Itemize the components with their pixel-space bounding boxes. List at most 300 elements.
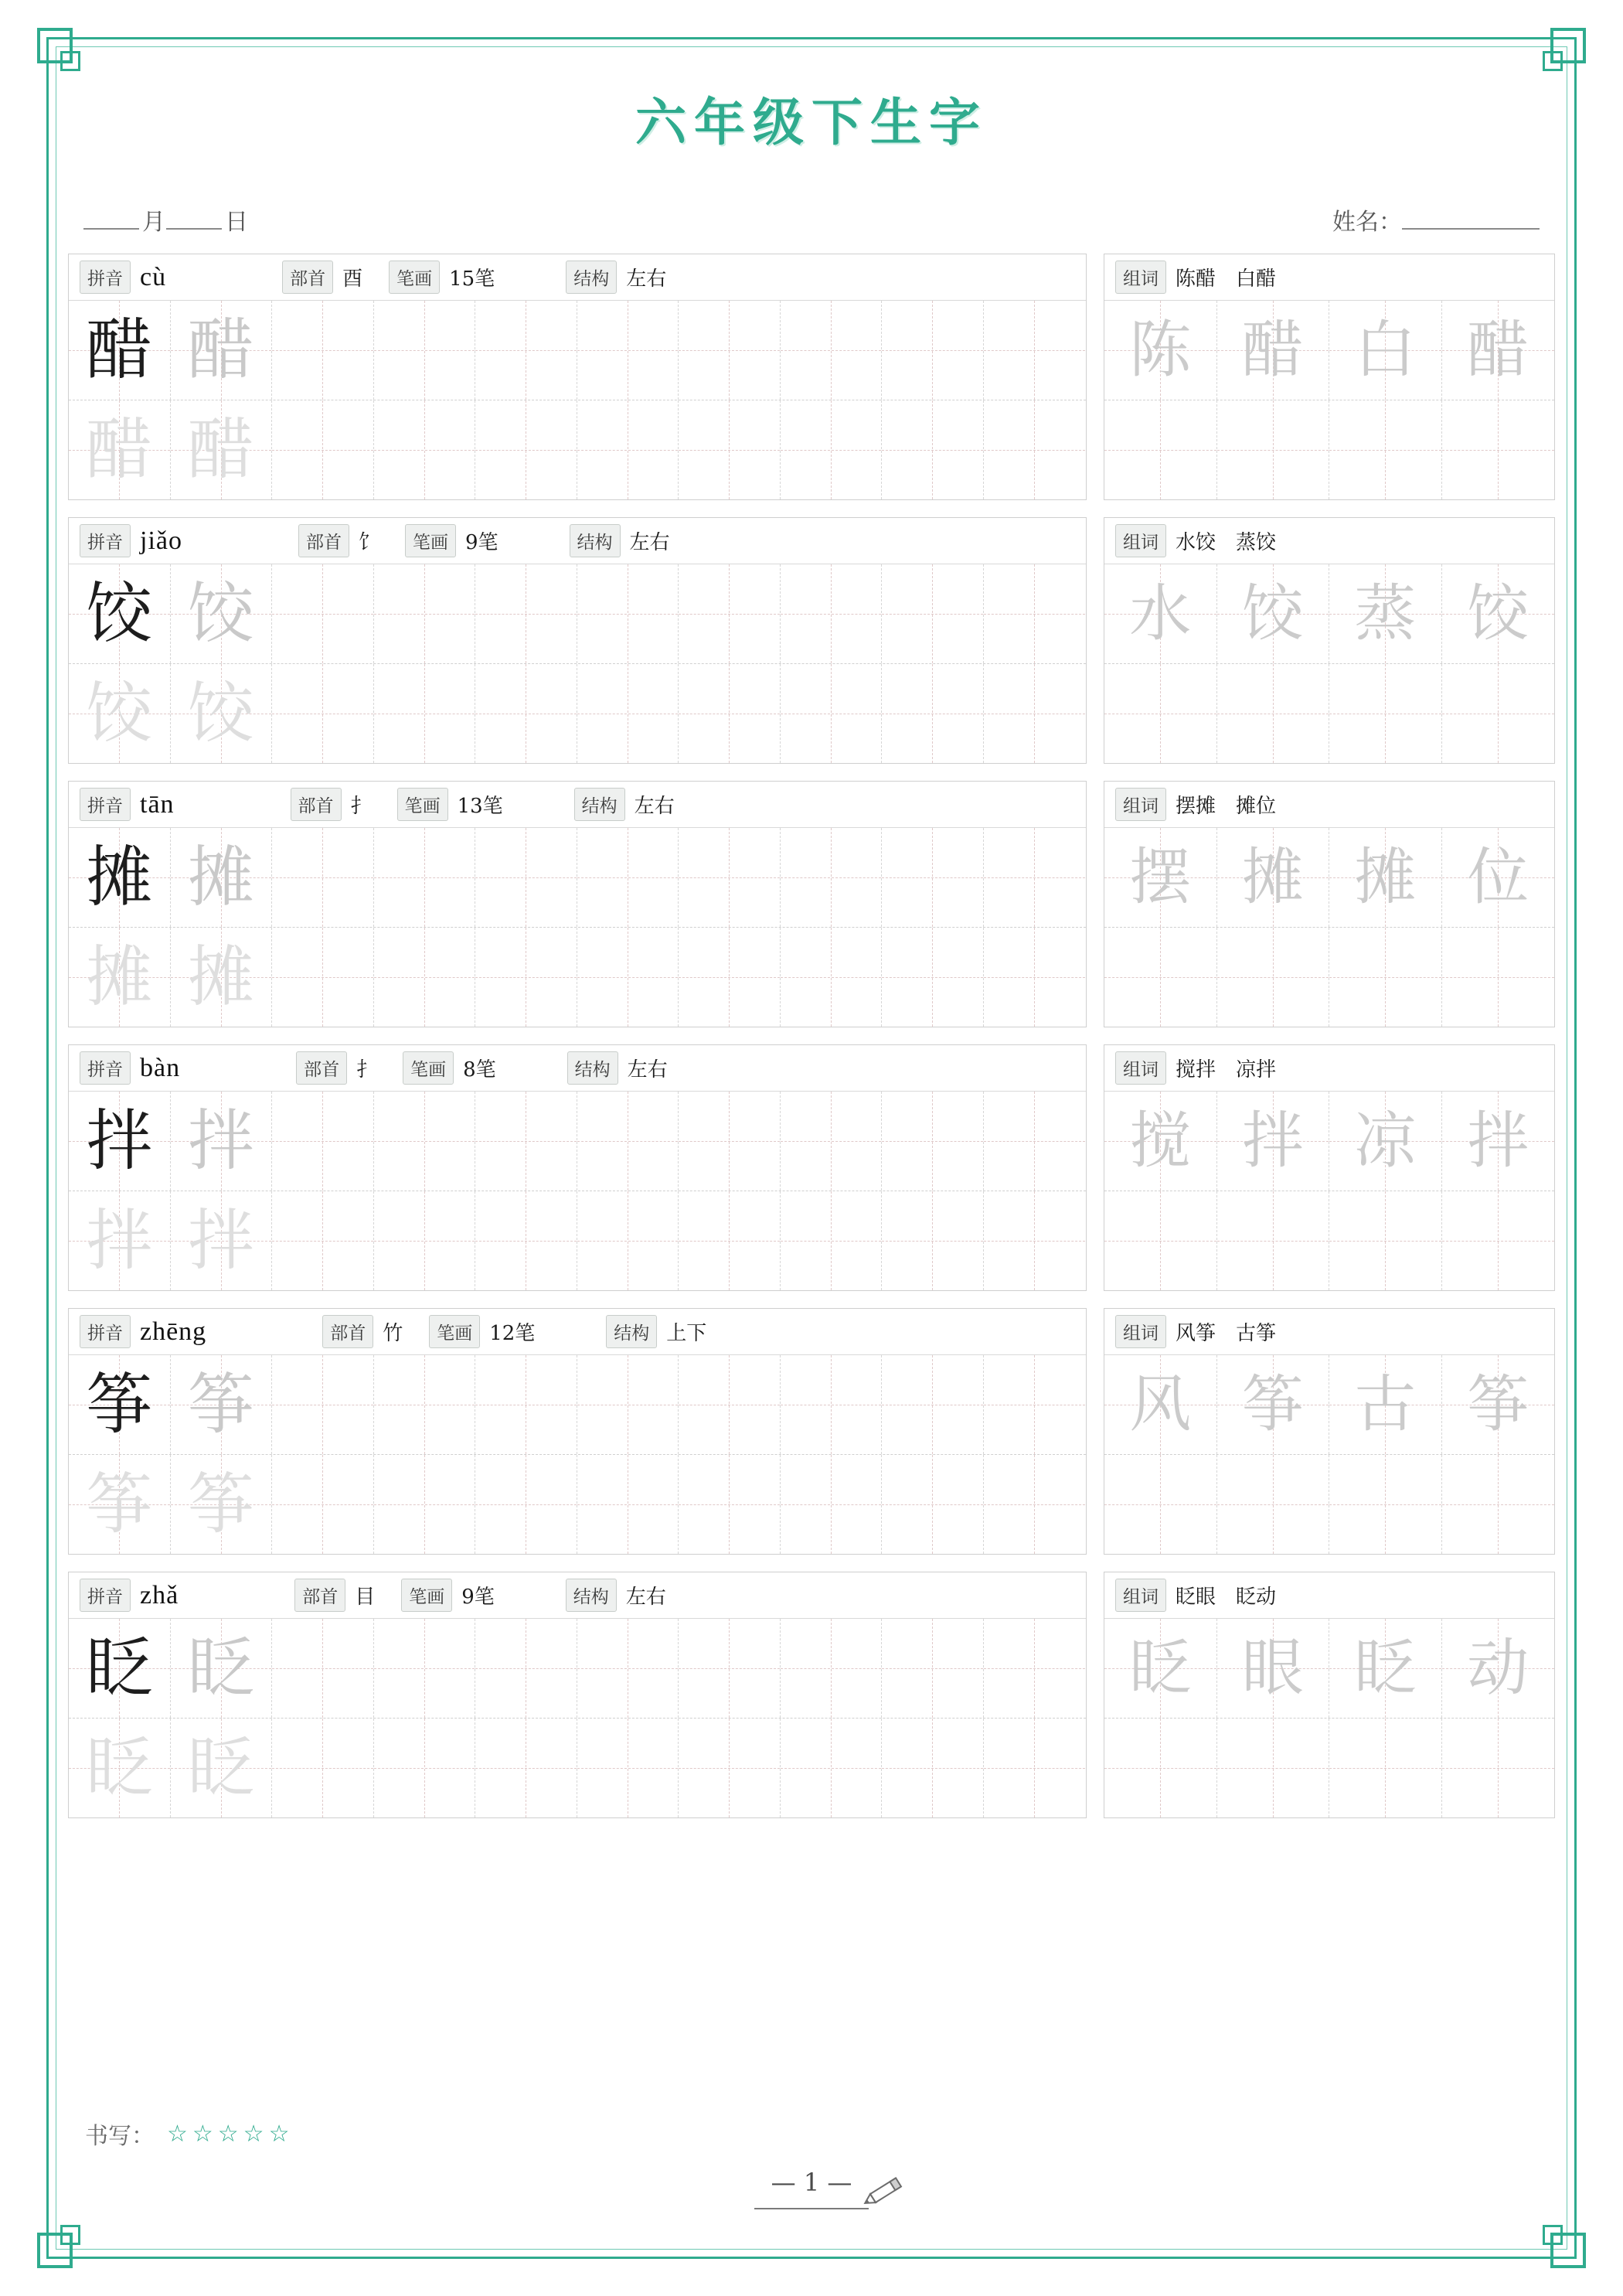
word-grid-row bbox=[1104, 1718, 1554, 1817]
word-cell-blank[interactable] bbox=[1217, 400, 1330, 499]
word-cell-blank[interactable] bbox=[1104, 1191, 1217, 1290]
practice-cell[interactable] bbox=[679, 664, 781, 763]
practice-grid-row bbox=[69, 1092, 1086, 1191]
strokes-value: 12笔 bbox=[489, 1322, 536, 1345]
words-tag: 组词 bbox=[1115, 1315, 1166, 1348]
practice-cell[interactable] bbox=[781, 564, 883, 663]
radical-tag: 部首 bbox=[294, 1579, 345, 1612]
practice-cell[interactable] bbox=[882, 564, 984, 663]
radical-value: 竹 bbox=[383, 1322, 403, 1345]
word-cell[interactable] bbox=[1104, 1355, 1217, 1454]
structure-tag: 结构 bbox=[574, 788, 625, 821]
practice-cell[interactable] bbox=[69, 1455, 171, 1554]
strokes-value: 8笔 bbox=[463, 1058, 496, 1082]
word-glyph: 筝 bbox=[1241, 1368, 1304, 1440]
word-cell[interactable] bbox=[1442, 828, 1555, 927]
practice-cell[interactable] bbox=[374, 828, 476, 927]
structure-value: 左右 bbox=[625, 1586, 666, 1609]
practice-cell[interactable] bbox=[577, 1619, 679, 1718]
handwriting-rating[interactable] bbox=[85, 2117, 294, 2151]
practice-cell[interactable] bbox=[374, 564, 476, 663]
pinyin-tag: 拼音 bbox=[80, 1315, 131, 1348]
pinyin-value: jiǎo bbox=[140, 526, 182, 555]
practice-cell[interactable] bbox=[374, 400, 476, 499]
pinyin-tag: 拼音 bbox=[80, 524, 131, 557]
word-cell[interactable] bbox=[1217, 301, 1330, 400]
practice-cell[interactable] bbox=[272, 1719, 374, 1817]
word-cell[interactable] bbox=[1329, 564, 1442, 663]
word-cell-blank[interactable] bbox=[1104, 1719, 1217, 1817]
practice-glyph: 饺 bbox=[86, 675, 153, 752]
word-glyph: 摊 bbox=[1354, 841, 1417, 913]
practice-glyph: 拌 bbox=[86, 1102, 153, 1180]
words-tag: 组词 bbox=[1115, 524, 1166, 557]
pinyin-value: bàn bbox=[140, 1053, 181, 1082]
word-glyph: 摆 bbox=[1129, 841, 1192, 913]
practice-cell[interactable] bbox=[984, 564, 1086, 663]
practice-cell[interactable] bbox=[69, 828, 171, 927]
practice-glyph: 筝 bbox=[187, 1466, 254, 1543]
practice-cell[interactable] bbox=[781, 1092, 883, 1191]
practice-glyph: 摊 bbox=[187, 938, 254, 1016]
words-info-bar bbox=[1104, 1572, 1554, 1619]
word-cell[interactable] bbox=[1329, 1092, 1442, 1191]
word-cell[interactable] bbox=[1442, 1092, 1555, 1191]
practice-grid-row bbox=[69, 1454, 1086, 1554]
practice-grid-row bbox=[69, 301, 1086, 400]
strokes-value: 9笔 bbox=[465, 531, 498, 554]
practice-cell[interactable] bbox=[69, 1092, 171, 1191]
radical-tag: 部首 bbox=[282, 261, 333, 294]
practice-cell[interactable] bbox=[374, 1455, 476, 1554]
practice-cell[interactable] bbox=[882, 1092, 984, 1191]
word-glyph: 饺 bbox=[1241, 577, 1304, 649]
practice-cell[interactable] bbox=[984, 1455, 1086, 1554]
practice-grid-row bbox=[69, 1355, 1086, 1454]
name-label: 姓名： bbox=[1332, 209, 1402, 236]
word-glyph: 蒸 bbox=[1354, 577, 1417, 649]
practice-cell[interactable] bbox=[69, 301, 171, 400]
words-info-bar bbox=[1104, 1045, 1554, 1092]
practice-grid-row bbox=[69, 663, 1086, 763]
word-cell-blank[interactable] bbox=[1442, 928, 1555, 1027]
structure-tag: 结构 bbox=[566, 261, 617, 294]
practice-glyph: 饺 bbox=[86, 575, 153, 652]
practice-cell[interactable] bbox=[882, 828, 984, 927]
word-glyph: 水 bbox=[1129, 577, 1192, 649]
practice-cell[interactable] bbox=[679, 1455, 781, 1554]
character-entry-row bbox=[68, 517, 1555, 764]
word-cell-blank[interactable] bbox=[1329, 1191, 1442, 1290]
practice-cell[interactable] bbox=[577, 928, 679, 1027]
practice-glyph: 眨 bbox=[187, 1630, 254, 1707]
radical-value: 酉 bbox=[342, 267, 363, 291]
word-cell[interactable] bbox=[1104, 828, 1217, 927]
radical-tag: 部首 bbox=[291, 788, 342, 821]
strokes-value: 9笔 bbox=[461, 1586, 495, 1609]
practice-cell[interactable] bbox=[171, 1092, 273, 1191]
radical-value: 目 bbox=[355, 1586, 376, 1609]
word-cell-blank[interactable] bbox=[1104, 400, 1217, 499]
practice-cell[interactable] bbox=[171, 928, 273, 1027]
word-cell[interactable] bbox=[1217, 1619, 1330, 1718]
word-cell[interactable] bbox=[1442, 564, 1555, 663]
practice-cell[interactable] bbox=[984, 1355, 1086, 1454]
word-cell[interactable] bbox=[1329, 301, 1442, 400]
practice-glyph: 筝 bbox=[86, 1366, 153, 1443]
word-cell-blank[interactable] bbox=[1329, 664, 1442, 763]
practice-cell[interactable] bbox=[475, 400, 577, 499]
words-info-bar bbox=[1104, 254, 1554, 301]
practice-cell[interactable] bbox=[475, 828, 577, 927]
character-info-bar bbox=[69, 254, 1086, 301]
practice-box bbox=[68, 781, 1087, 1027]
practice-cell[interactable] bbox=[882, 1455, 984, 1554]
practice-cell[interactable] bbox=[577, 1191, 679, 1290]
practice-cell[interactable] bbox=[679, 400, 781, 499]
practice-cell[interactable] bbox=[679, 301, 781, 400]
practice-cell[interactable] bbox=[475, 1092, 577, 1191]
practice-cell[interactable] bbox=[984, 1719, 1086, 1817]
strokes-tag: 笔画 bbox=[405, 524, 456, 557]
word-cell-blank[interactable] bbox=[1442, 1191, 1555, 1290]
word-cell-blank[interactable] bbox=[1217, 928, 1330, 1027]
word-glyph: 摊 bbox=[1241, 841, 1304, 913]
radical-value: 扌 bbox=[356, 1058, 377, 1082]
word-cell[interactable] bbox=[1329, 828, 1442, 927]
practice-cell[interactable] bbox=[69, 564, 171, 663]
pinyin-value: zhǎ bbox=[140, 1580, 179, 1610]
words-info-bar bbox=[1104, 782, 1554, 828]
practice-cell[interactable] bbox=[272, 664, 374, 763]
word-cell-blank[interactable] bbox=[1442, 1719, 1555, 1817]
pinyin-tag: 拼音 bbox=[80, 788, 131, 821]
practice-glyph: 筝 bbox=[86, 1466, 153, 1543]
practice-cell[interactable] bbox=[69, 664, 171, 763]
word-cell[interactable] bbox=[1329, 1619, 1442, 1718]
word-cell-blank[interactable] bbox=[1329, 400, 1442, 499]
word-glyph: 凉 bbox=[1354, 1105, 1417, 1177]
practice-cell[interactable] bbox=[679, 1355, 781, 1454]
word-cell-blank[interactable] bbox=[1217, 664, 1330, 763]
words-value: 摆摊 摊位 bbox=[1176, 795, 1277, 818]
date-field[interactable] bbox=[83, 203, 249, 237]
word-cell[interactable] bbox=[1104, 301, 1217, 400]
practice-cell[interactable] bbox=[781, 928, 883, 1027]
practice-cell[interactable] bbox=[171, 664, 273, 763]
words-value: 眨眼 眨动 bbox=[1176, 1586, 1277, 1609]
structure-tag: 结构 bbox=[606, 1315, 657, 1348]
practice-cell[interactable] bbox=[984, 1092, 1086, 1191]
practice-cell[interactable] bbox=[984, 400, 1086, 499]
word-grid-row bbox=[1104, 1191, 1554, 1290]
word-box bbox=[1104, 517, 1555, 764]
word-grid-row bbox=[1104, 1619, 1554, 1718]
strokes-tag: 笔画 bbox=[401, 1579, 452, 1612]
practice-cell[interactable] bbox=[475, 1191, 577, 1290]
corner-ornament-top-left bbox=[37, 28, 85, 76]
word-cell[interactable] bbox=[1329, 1355, 1442, 1454]
character-info-bar bbox=[69, 1572, 1086, 1619]
structure-value: 左右 bbox=[627, 1058, 668, 1082]
practice-cell[interactable] bbox=[984, 828, 1086, 927]
word-cell-blank[interactable] bbox=[1442, 664, 1555, 763]
practice-cell[interactable] bbox=[374, 1092, 476, 1191]
radical-tag: 部首 bbox=[322, 1315, 373, 1348]
word-grid-row bbox=[1104, 1092, 1554, 1191]
word-grid-row bbox=[1104, 301, 1554, 400]
words-value: 水饺 蒸饺 bbox=[1176, 531, 1277, 554]
word-box bbox=[1104, 1044, 1555, 1291]
practice-cell[interactable] bbox=[171, 1455, 273, 1554]
word-cell[interactable] bbox=[1104, 1092, 1217, 1191]
practice-grid-row bbox=[69, 828, 1086, 927]
word-cell-blank[interactable] bbox=[1104, 664, 1217, 763]
pinyin-tag: 拼音 bbox=[80, 261, 131, 294]
practice-cell[interactable] bbox=[69, 1719, 171, 1817]
pinyin-value: tān bbox=[140, 789, 175, 819]
practice-cell[interactable] bbox=[475, 928, 577, 1027]
practice-cell[interactable] bbox=[984, 1191, 1086, 1290]
practice-glyph: 拌 bbox=[187, 1102, 254, 1180]
practice-cell[interactable] bbox=[984, 664, 1086, 763]
practice-cell[interactable] bbox=[679, 828, 781, 927]
word-cell[interactable] bbox=[1442, 1355, 1555, 1454]
word-glyph: 筝 bbox=[1467, 1368, 1529, 1440]
practice-cell[interactable] bbox=[171, 1191, 273, 1290]
practice-cell[interactable] bbox=[679, 1092, 781, 1191]
practice-cell[interactable] bbox=[171, 828, 273, 927]
words-value: 风筝 古筝 bbox=[1176, 1322, 1277, 1345]
practice-cell[interactable] bbox=[374, 1719, 476, 1817]
word-glyph: 眨 bbox=[1129, 1632, 1192, 1704]
practice-cell[interactable] bbox=[882, 928, 984, 1027]
practice-cell[interactable] bbox=[577, 1355, 679, 1454]
practice-cell[interactable] bbox=[882, 1619, 984, 1718]
practice-cell[interactable] bbox=[475, 301, 577, 400]
word-cell[interactable] bbox=[1217, 1355, 1330, 1454]
corner-ornament-bottom-right bbox=[1538, 2220, 1586, 2268]
page-number: — 1 — bbox=[771, 2168, 852, 2197]
word-glyph: 醋 bbox=[1241, 314, 1304, 386]
word-cell-blank[interactable] bbox=[1104, 1455, 1217, 1554]
practice-cell[interactable] bbox=[781, 828, 883, 927]
practice-cell[interactable] bbox=[272, 400, 374, 499]
practice-cell[interactable] bbox=[171, 1719, 273, 1817]
character-entry-row bbox=[68, 1044, 1555, 1291]
structure-tag: 结构 bbox=[567, 1051, 618, 1085]
practice-cell[interactable] bbox=[475, 1355, 577, 1454]
radical-tag: 部首 bbox=[298, 524, 349, 557]
word-grid-row bbox=[1104, 1454, 1554, 1554]
practice-box bbox=[68, 1308, 1087, 1555]
word-glyph: 陈 bbox=[1129, 314, 1192, 386]
strokes-tag: 笔画 bbox=[389, 261, 440, 294]
practice-cell[interactable] bbox=[171, 1619, 273, 1718]
practice-cell[interactable] bbox=[781, 1619, 883, 1718]
practice-cell[interactable] bbox=[475, 1719, 577, 1817]
character-info-bar bbox=[69, 782, 1086, 828]
rating-label: 书写： bbox=[85, 2123, 155, 2150]
word-cell-blank[interactable] bbox=[1329, 928, 1442, 1027]
practice-glyph: 眨 bbox=[187, 1729, 254, 1807]
word-cell-blank[interactable] bbox=[1442, 400, 1555, 499]
word-cell-blank[interactable] bbox=[1329, 1719, 1442, 1817]
practice-cell[interactable] bbox=[69, 928, 171, 1027]
practice-cell[interactable] bbox=[781, 1191, 883, 1290]
practice-glyph: 饺 bbox=[187, 575, 254, 652]
practice-cell[interactable] bbox=[577, 1719, 679, 1817]
practice-cell[interactable] bbox=[781, 1355, 883, 1454]
word-glyph: 搅 bbox=[1129, 1105, 1192, 1177]
word-box bbox=[1104, 254, 1555, 500]
practice-cell[interactable] bbox=[475, 564, 577, 663]
practice-glyph: 拌 bbox=[86, 1202, 153, 1279]
practice-glyph: 摊 bbox=[86, 938, 153, 1016]
word-glyph: 拌 bbox=[1241, 1105, 1304, 1177]
practice-cell[interactable] bbox=[69, 1355, 171, 1454]
practice-cell[interactable] bbox=[882, 1719, 984, 1817]
word-cell[interactable] bbox=[1217, 564, 1330, 663]
word-grid-row bbox=[1104, 564, 1554, 663]
rating-stars[interactable]: ☆☆☆☆☆ bbox=[167, 2120, 294, 2148]
word-cell-blank[interactable] bbox=[1217, 1719, 1330, 1817]
character-entry-row bbox=[68, 1308, 1555, 1555]
practice-cell[interactable] bbox=[577, 564, 679, 663]
pinyin-value: zhēng bbox=[140, 1317, 207, 1346]
practice-glyph: 摊 bbox=[86, 839, 153, 916]
practice-cell[interactable] bbox=[679, 1619, 781, 1718]
word-cell[interactable] bbox=[1442, 301, 1555, 400]
word-cell[interactable] bbox=[1104, 564, 1217, 663]
practice-cell[interactable] bbox=[374, 1619, 476, 1718]
practice-cell[interactable] bbox=[374, 1191, 476, 1290]
practice-cell[interactable] bbox=[679, 564, 781, 663]
practice-cell[interactable] bbox=[577, 1455, 679, 1554]
word-box bbox=[1104, 781, 1555, 1027]
practice-box bbox=[68, 254, 1087, 500]
practice-cell[interactable] bbox=[374, 1355, 476, 1454]
structure-value: 左右 bbox=[626, 267, 667, 291]
practice-cell[interactable] bbox=[679, 928, 781, 1027]
practice-cell[interactable] bbox=[781, 1455, 883, 1554]
practice-cell[interactable] bbox=[577, 400, 679, 499]
practice-cell[interactable] bbox=[171, 301, 273, 400]
practice-cell[interactable] bbox=[374, 928, 476, 1027]
word-cell-blank[interactable] bbox=[1217, 1191, 1330, 1290]
practice-grid-row bbox=[69, 1718, 1086, 1817]
practice-cell[interactable] bbox=[882, 400, 984, 499]
word-cell[interactable] bbox=[1217, 1092, 1330, 1191]
month-label: 月 bbox=[142, 209, 166, 236]
practice-cell[interactable] bbox=[171, 1355, 273, 1454]
word-cell-blank[interactable] bbox=[1442, 1455, 1555, 1554]
radical-value: 扌 bbox=[350, 795, 371, 818]
practice-cell[interactable] bbox=[679, 1719, 781, 1817]
practice-grid-row bbox=[69, 1191, 1086, 1290]
words-value: 搅拌 凉拌 bbox=[1176, 1058, 1277, 1082]
word-cell[interactable] bbox=[1217, 828, 1330, 927]
practice-cell[interactable] bbox=[272, 564, 374, 663]
practice-cell[interactable] bbox=[577, 1092, 679, 1191]
practice-cell[interactable] bbox=[679, 1191, 781, 1290]
practice-box bbox=[68, 1572, 1087, 1818]
practice-cell[interactable] bbox=[475, 1455, 577, 1554]
word-cell[interactable] bbox=[1442, 1619, 1555, 1718]
word-cell[interactable] bbox=[1104, 1619, 1217, 1718]
words-tag: 组词 bbox=[1115, 1579, 1166, 1612]
words-tag: 组词 bbox=[1115, 261, 1166, 294]
word-cell-blank[interactable] bbox=[1217, 1455, 1330, 1554]
practice-cell[interactable] bbox=[69, 1191, 171, 1290]
word-cell-blank[interactable] bbox=[1104, 928, 1217, 1027]
practice-cell[interactable] bbox=[781, 1719, 883, 1817]
practice-glyph: 醋 bbox=[86, 312, 153, 389]
practice-cell[interactable] bbox=[69, 1619, 171, 1718]
student-name-field[interactable] bbox=[1332, 203, 1540, 237]
practice-cell[interactable] bbox=[374, 301, 476, 400]
practice-cell[interactable] bbox=[882, 1355, 984, 1454]
practice-cell[interactable] bbox=[984, 1619, 1086, 1718]
word-grid-row bbox=[1104, 1355, 1554, 1454]
words-tag: 组词 bbox=[1115, 1051, 1166, 1085]
word-glyph: 风 bbox=[1129, 1368, 1192, 1440]
strokes-value: 13笔 bbox=[457, 795, 503, 818]
practice-cell[interactable] bbox=[781, 664, 883, 763]
practice-cell[interactable] bbox=[171, 400, 273, 499]
practice-cell[interactable] bbox=[272, 1092, 374, 1191]
word-box bbox=[1104, 1308, 1555, 1555]
practice-cell[interactable] bbox=[272, 828, 374, 927]
corner-ornament-top-right bbox=[1538, 28, 1586, 76]
pinyin-value: cù bbox=[140, 262, 167, 291]
practice-cell[interactable] bbox=[577, 828, 679, 927]
practice-cell[interactable] bbox=[374, 664, 476, 763]
practice-cell[interactable] bbox=[577, 664, 679, 763]
practice-cell[interactable] bbox=[882, 1191, 984, 1290]
page-title: 六年级下生字 bbox=[635, 92, 988, 152]
words-value: 陈醋 白醋 bbox=[1176, 267, 1277, 291]
pinyin-tag: 拼音 bbox=[80, 1051, 131, 1085]
practice-glyph: 眨 bbox=[86, 1729, 153, 1807]
practice-cell[interactable] bbox=[272, 1355, 374, 1454]
practice-cell[interactable] bbox=[882, 664, 984, 763]
practice-box bbox=[68, 1044, 1087, 1291]
radical-tag: 部首 bbox=[296, 1051, 347, 1085]
practice-cell[interactable] bbox=[984, 928, 1086, 1027]
practice-cell[interactable] bbox=[272, 1191, 374, 1290]
practice-cell[interactable] bbox=[781, 400, 883, 499]
practice-cell[interactable] bbox=[272, 928, 374, 1027]
character-entry-row bbox=[68, 1572, 1555, 1818]
practice-cell[interactable] bbox=[475, 664, 577, 763]
practice-cell[interactable] bbox=[781, 301, 883, 400]
practice-cell[interactable] bbox=[272, 1455, 374, 1554]
practice-cell[interactable] bbox=[882, 301, 984, 400]
practice-cell[interactable] bbox=[577, 301, 679, 400]
word-cell-blank[interactable] bbox=[1329, 1455, 1442, 1554]
practice-cell[interactable] bbox=[69, 400, 171, 499]
word-grid-row bbox=[1104, 400, 1554, 499]
practice-cell[interactable] bbox=[984, 301, 1086, 400]
word-glyph: 饺 bbox=[1467, 577, 1529, 649]
practice-grid-row bbox=[69, 400, 1086, 499]
practice-cell[interactable] bbox=[272, 301, 374, 400]
practice-cell[interactable] bbox=[272, 1619, 374, 1718]
practice-glyph: 饺 bbox=[187, 675, 254, 752]
practice-cell[interactable] bbox=[475, 1619, 577, 1718]
practice-cell[interactable] bbox=[171, 564, 273, 663]
